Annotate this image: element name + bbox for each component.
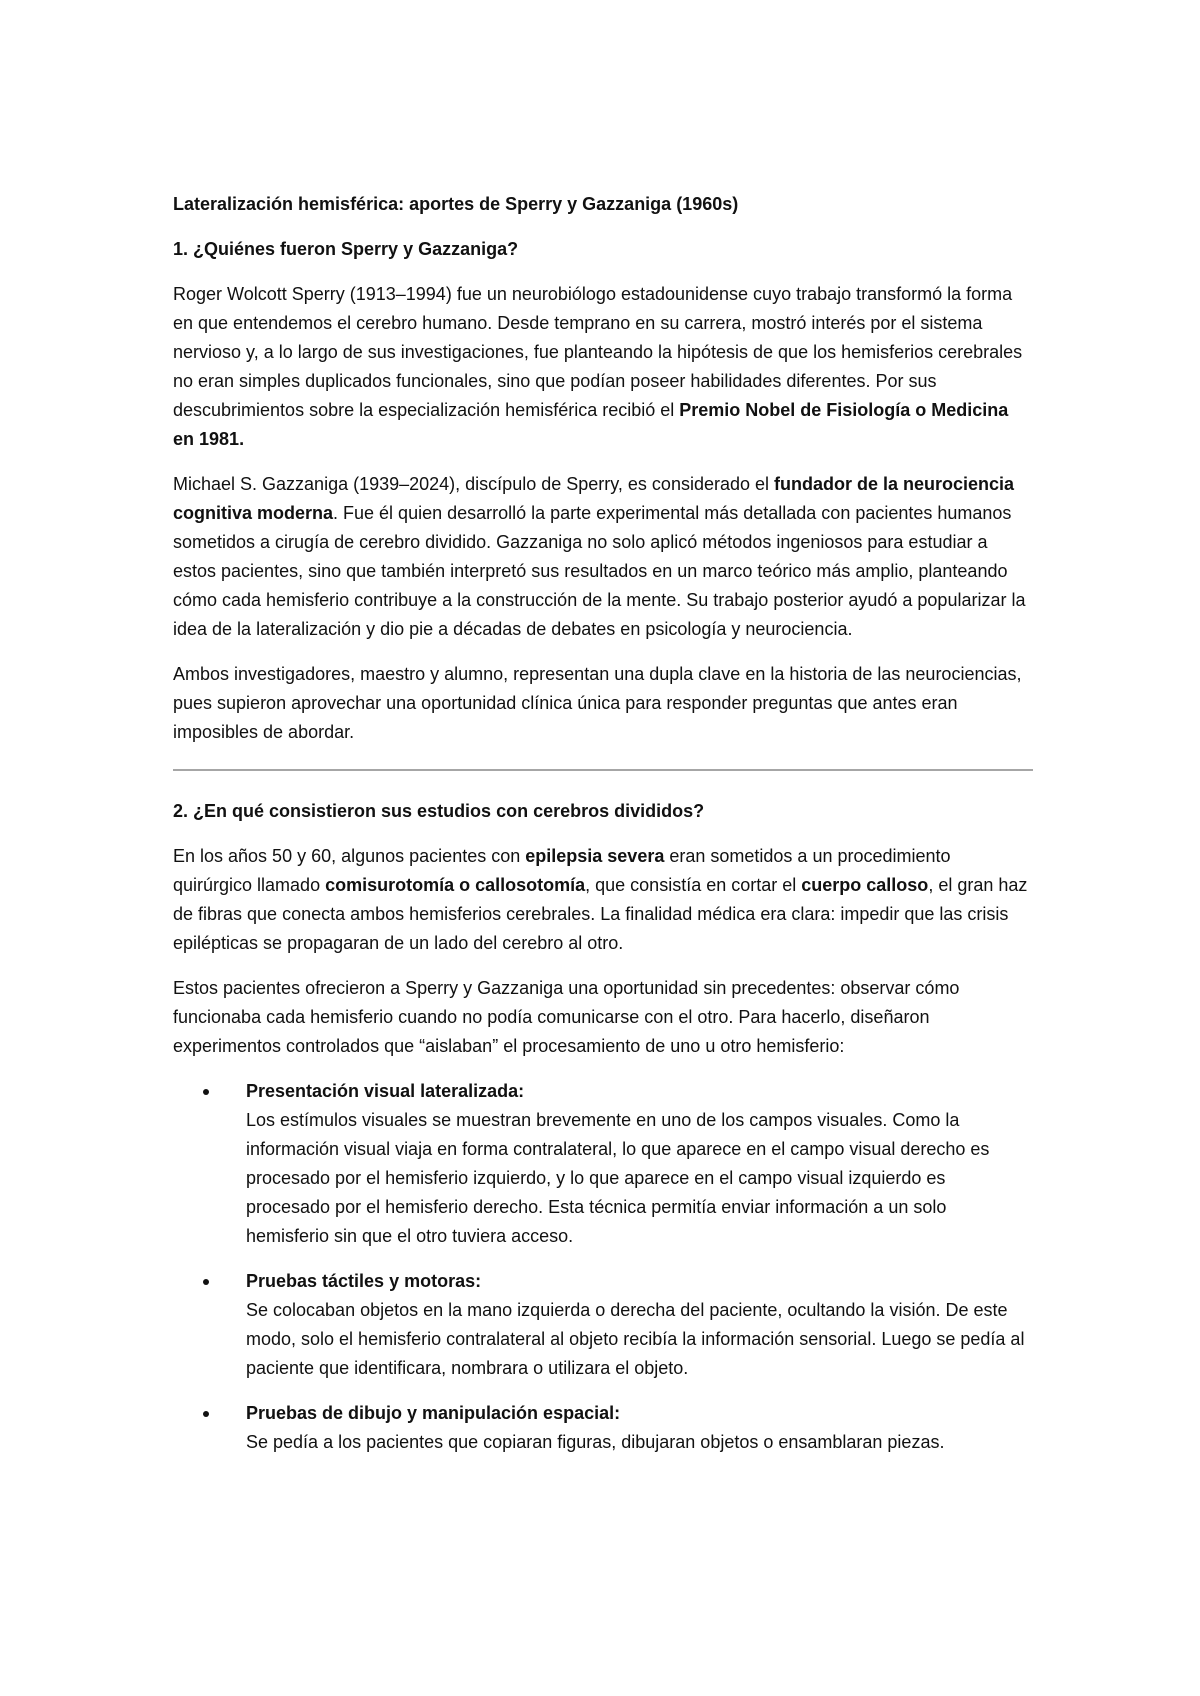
section-2-paragraph-1 [173, 842, 1033, 958]
list-item-body: Los estímulos visuales se muestran brevemente en uno de los campos visuales. Como la información visual viaja en forma contralateral, lo que aparece en el campo visual derecho es procesado por el hemisferio izquierdo, y lo que aparece en el campo visual izquierdo es procesado por el hemisferio derecho. Esta técnica permitía enviar información a un solo hemisferio sin que el otro tuviera acceso. [246, 1110, 990, 1246]
list-item [173, 1077, 1033, 1251]
paragraph-text: En los años 50 y 60, algunos pacientes con [173, 846, 526, 866]
section-divider [173, 769, 1033, 771]
list-item-body: Se colocaban objetos en la mano izquierda o derecha del paciente, ocultando la visión. De este modo, solo el hemisferio contralateral al objeto recibía la información sensorial. Luego se pedía al paciente que identificara, nombrara o utilizara el objeto. [246, 1300, 1025, 1378]
paragraph-text-cont: eran sometidos a un procedimiento quirúrgico llamado [173, 846, 951, 895]
bullet-icon [203, 1411, 209, 1417]
section-1-paragraph-1 [173, 280, 1033, 454]
list-item-body: Se pedía a los pacientes que copiaran figuras, dibujaran objetos o ensamblaran piezas. [246, 1432, 945, 1452]
section-2-heading: 2. ¿En qué consistieron sus estudios con cerebros divididos? [173, 801, 705, 821]
section-1-paragraph-2 [173, 470, 1033, 644]
list-item [173, 1267, 1033, 1383]
paragraph-end: . [239, 429, 245, 449]
paragraph-text-cont: . Fue él quien desarrolló la parte experimental más detallada con pacientes humanos sometidos a cirugía de cerebro dividido. Gazzaniga no solo aplicó métodos ingeniosos para estudiar a estos pacientes, sino que también interpretó sus resultados en un marco teórico más amplio, planteando cómo cada hemisferio contribuye a la construcción de la mente. Su trabajo posterior ayudó a popularizar la idea de la lateralización y dio pie a décadas de debates en psicología y neurociencia. [173, 503, 1026, 639]
bold-text-commissurotomy: comisurotomía o callosotomía [325, 875, 586, 895]
bold-text-founder: fundador de la neurociencia cognitiva moderna [173, 474, 1015, 523]
list-item-title: Presentación visual lateralizada: [246, 1081, 525, 1101]
list-item-title: Pruebas táctiles y motoras: [246, 1271, 482, 1291]
document-title: Lateralización hemisférica: aportes de Sperry y Gazzaniga (1960s) [173, 194, 739, 214]
section-2-paragraph-2: Estos pacientes ofrecieron a Sperry y Gazzaniga una oportunidad sin precedentes: observar cómo funcionaba cada hemisferio cuando no podía comunicarse con el otro. Para hacerlo, diseñaron experimentos controlados que “aislaban” el procesamiento de uno u otro hemisferio: [173, 978, 960, 1056]
paragraph-text-cont: , el gran haz de fibras que conecta ambos hemisferios cerebrales. La finalidad médica era clara: impedir que las crisis epilépticas se propagaran de un lado del cerebro al otro. [173, 875, 1028, 953]
bullet-icon [203, 1089, 209, 1095]
section-1-heading: 1. ¿Quiénes fueron Sperry y Gazzaniga? [173, 239, 519, 259]
paragraph-text: Roger Wolcott Sperry (1913–1994) fue un neurobiólogo estadounidense cuyo trabajo transformó la forma en que entendemos el cerebro humano. Desde temprano en su carrera, mostró interés por el sistema nervioso y, a lo largo de sus investigaciones, fue planteando la hipótesis de que los hemisferios cerebrales no eran simples duplicados funcionales, sino que podían poseer habilidades diferentes. Por sus descubrimientos sobre la especialización hemisférica recibió el [173, 284, 1023, 420]
section-1-paragraph-3: Ambos investigadores, maestro y alumno, representan una dupla clave en la historia de las neurociencias, pues supieron aprovechar una oportunidad clínica única para responder preguntas que antes eran imposibles de abordar. [173, 664, 1022, 742]
paragraph-text-cont: , que consistía en cortar el [585, 875, 802, 895]
list-item [173, 1399, 1033, 1457]
list-item-title: Pruebas de dibujo y manipulación espacial: [246, 1403, 621, 1423]
bullet-icon [203, 1279, 209, 1285]
document-page [173, 190, 1033, 1473]
bold-text-epilepsy: epilepsia severa [525, 846, 665, 866]
experiment-list [173, 1077, 1033, 1457]
paragraph-text: Michael S. Gazzaniga (1939–2024), discípulo de Sperry, es considerado el [173, 474, 775, 494]
bold-text-corpus-callosum: cuerpo calloso [801, 875, 929, 895]
bold-text-nobel: Premio Nobel de Fisiología o Medicina en 1981 [173, 400, 1009, 449]
